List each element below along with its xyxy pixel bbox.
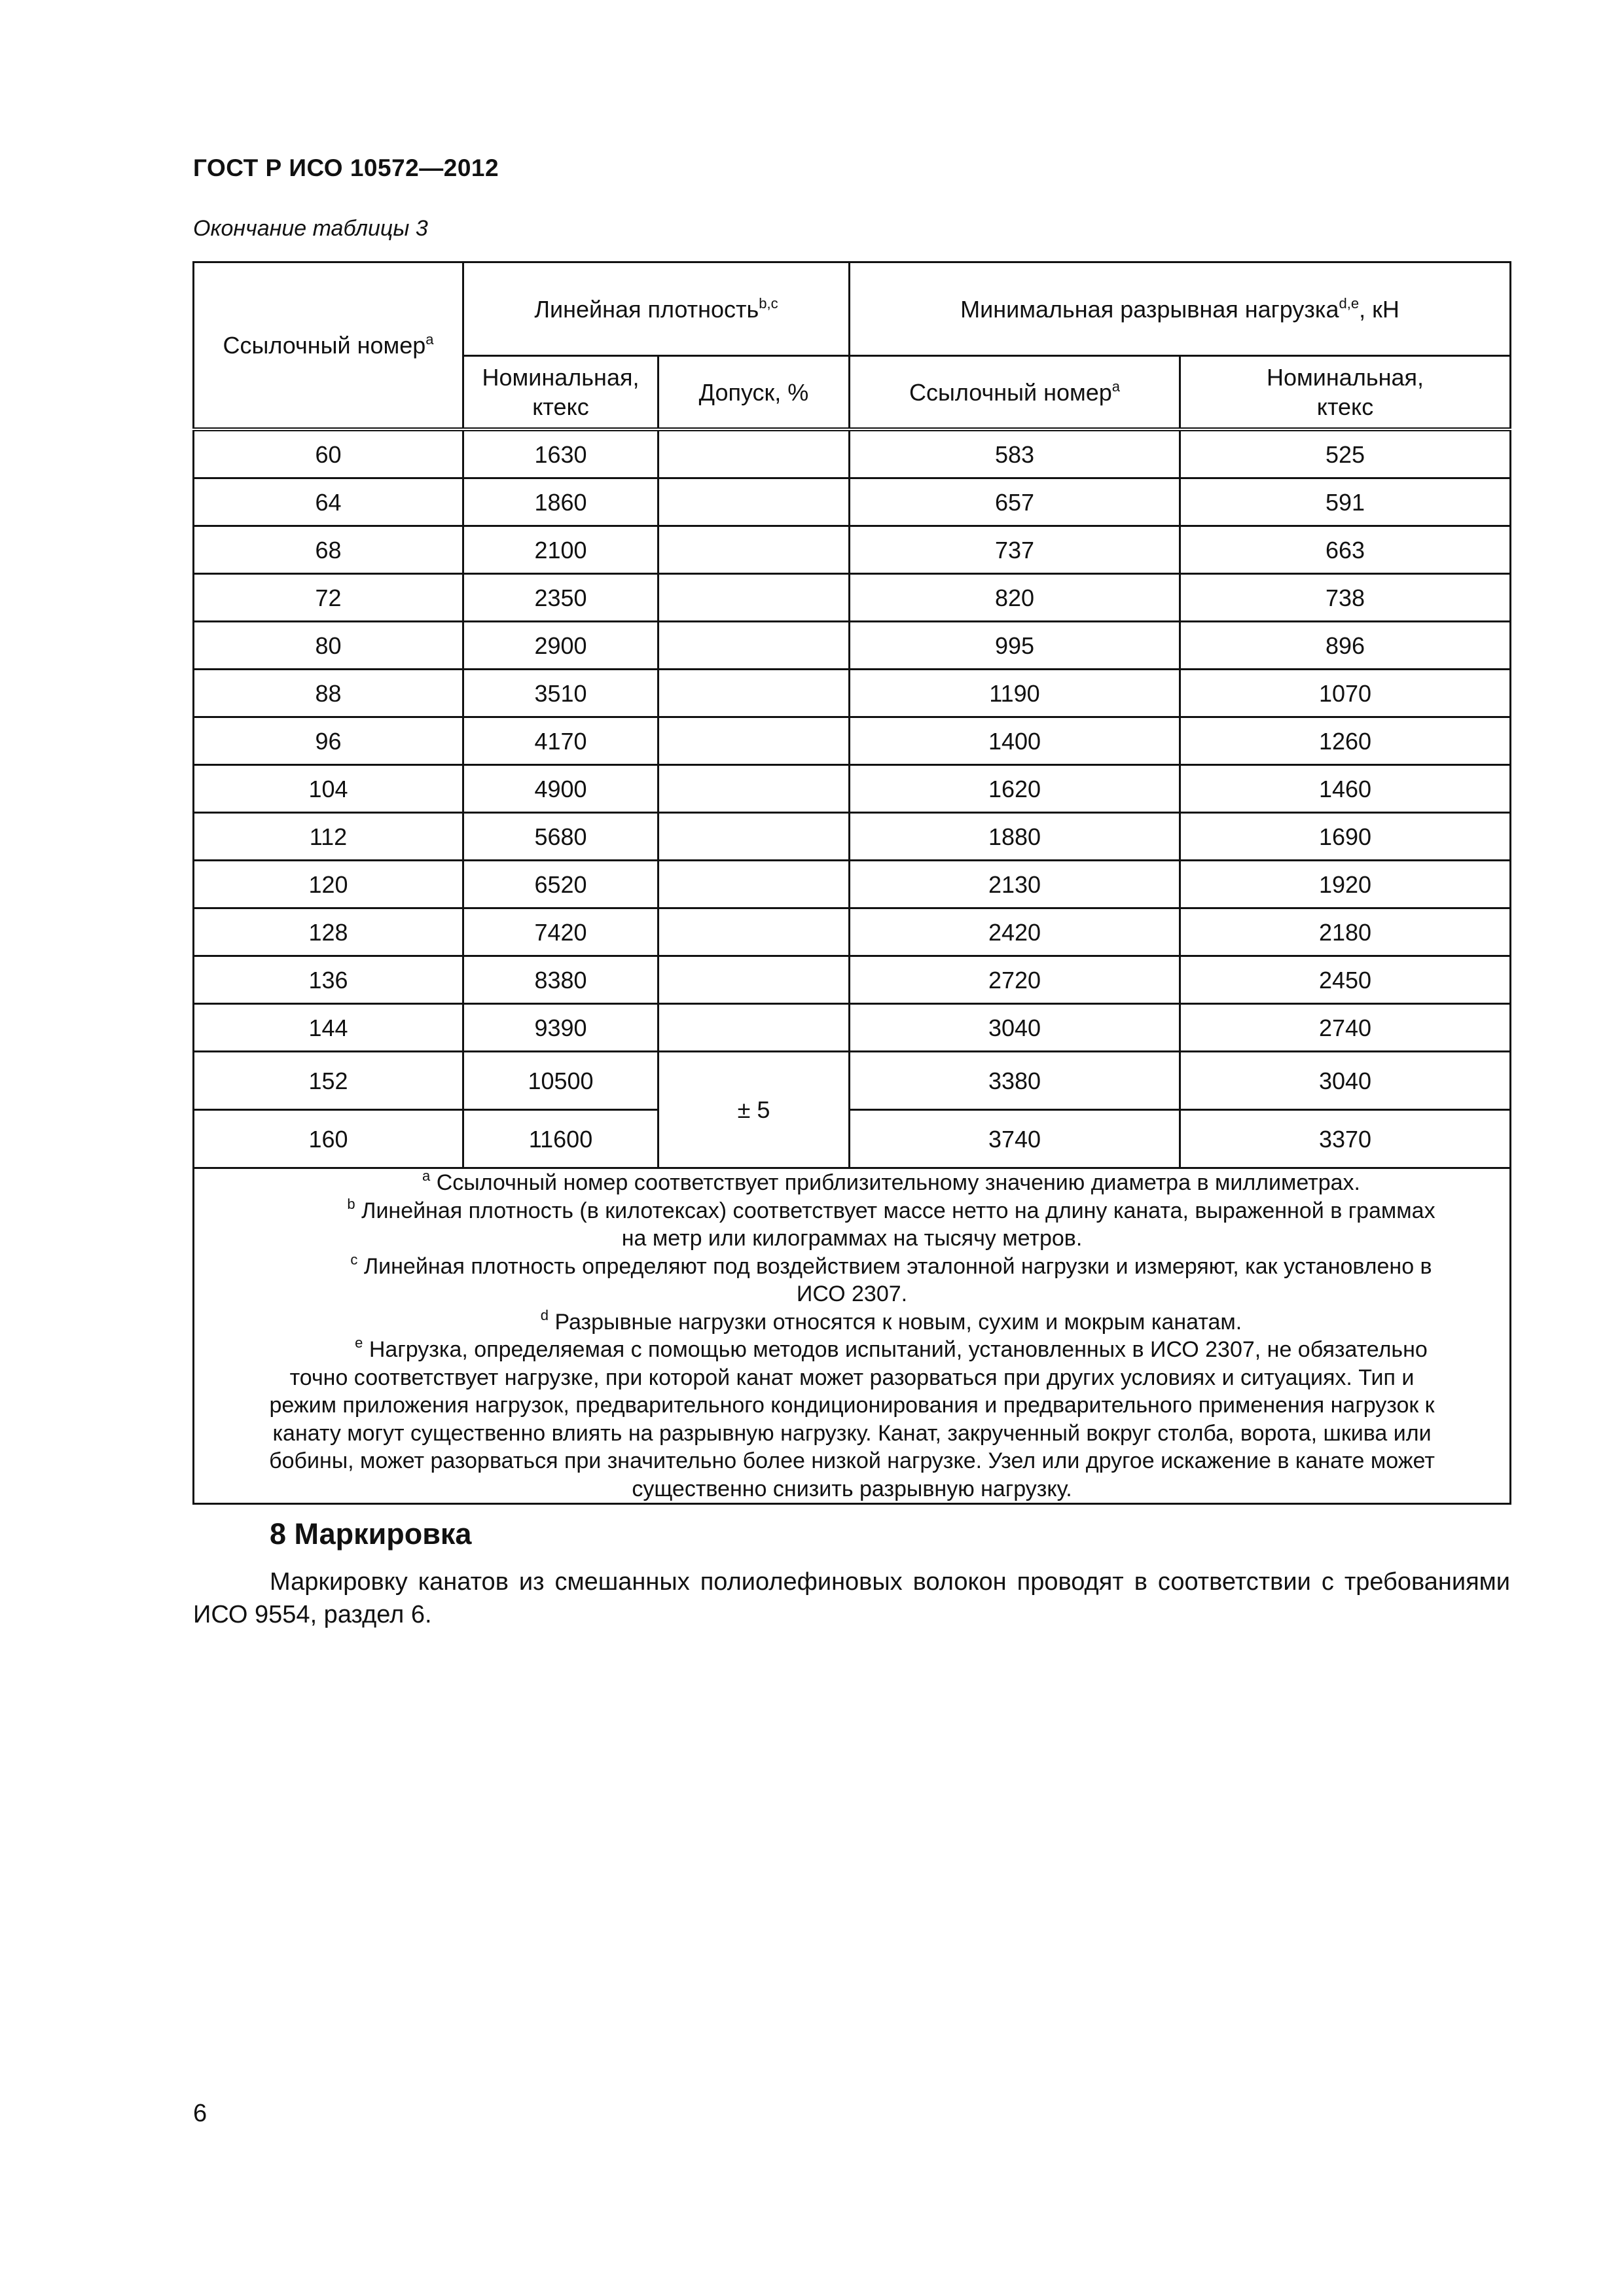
cell-ref-number: 112 (194, 813, 463, 861)
table-row (194, 1110, 1511, 1168)
cell-breaking-load-nominal: 896 (1180, 622, 1511, 670)
cell-breaking-load-nominal: 1920 (1180, 861, 1511, 908)
cell-breaking-load-ref: 1400 (850, 717, 1180, 765)
table-row (194, 861, 1511, 908)
cell-ref-number: 60 (194, 429, 463, 478)
cell-breaking-load-ref: 657 (850, 478, 1180, 526)
header-row-1 (194, 262, 1511, 356)
cell-tolerance: ± 5 (659, 1052, 850, 1168)
cell-nominal-ktex: 4900 (463, 765, 659, 813)
cell-tolerance-empty (659, 956, 850, 1004)
table-row (194, 717, 1511, 765)
table-row (194, 765, 1511, 813)
table-row (194, 429, 1511, 478)
table-row (194, 908, 1511, 956)
table-row (194, 1004, 1511, 1052)
cell-nominal-ktex: 2900 (463, 622, 659, 670)
table-caption: Окончание таблицы 3 (193, 216, 428, 241)
cell-breaking-load-ref: 995 (850, 622, 1180, 670)
cell-breaking-load-nominal: 1460 (1180, 765, 1511, 813)
cell-breaking-load-ref: 1190 (850, 670, 1180, 717)
cell-ref-number: 64 (194, 478, 463, 526)
cell-ref-number: 152 (194, 1052, 463, 1110)
cell-ref-number: 68 (194, 526, 463, 574)
cell-tolerance-empty (659, 813, 850, 861)
table-row (194, 1052, 1511, 1110)
cell-breaking-load-nominal: 1690 (1180, 813, 1511, 861)
note-e-cont-5: существенно снизить разрывную нагрузку. (632, 1476, 1072, 1501)
note-d: $^d$ Разрывные нагрузки относятся к новым, сухим и мокрым канатам. (540, 1306, 1242, 1335)
cell-nominal-ktex: 1860 (463, 478, 659, 526)
cell-nominal-ktex: 8380 (463, 956, 659, 1004)
table-row (194, 478, 1511, 526)
table-row (194, 956, 1511, 1004)
data-table (192, 261, 1511, 1505)
cell-ref-number: 160 (194, 1110, 463, 1168)
note-e: $^e$ Нагрузка, определяемая с помощью методов испытаний, установленных в ИСО 2307, не обязательно (355, 1335, 1428, 1362)
cell-nominal-ktex: 2350 (463, 574, 659, 622)
table-row (194, 670, 1511, 717)
table-row (194, 622, 1511, 670)
cell-breaking-load-ref: 820 (850, 574, 1180, 622)
cell-nominal-ktex: 3510 (463, 670, 659, 717)
cell-nominal-ktex: 5680 (463, 813, 659, 861)
header-linear-density: Линейная плотность$^{b,c}$ (463, 262, 850, 356)
cell-ref-number: 120 (194, 861, 463, 908)
cell-nominal-ktex: 10500 (463, 1052, 659, 1110)
cell-ref-number: 96 (194, 717, 463, 765)
subheader-ref-number: Ссылочный номер$^a$ (850, 356, 1180, 430)
cell-breaking-load-ref: 2420 (850, 908, 1180, 956)
note-e-cont-4: бобины, может разорваться при значительно более низкой нагрузке. Узел или другое искажение в канате может (269, 1448, 1435, 1473)
cell-breaking-load-ref: 1620 (850, 765, 1180, 813)
cell-breaking-load-ref: 2130 (850, 861, 1180, 908)
note-e-cont-1: точно соответствует нагрузке, при которой канат может разорваться при других условиях и ситуациях. Тип и (289, 1365, 1415, 1390)
cell-breaking-load-nominal: 3040 (1180, 1052, 1511, 1110)
cell-ref-number: 80 (194, 622, 463, 670)
cell-ref-number: 144 (194, 1004, 463, 1052)
cell-ref-number: 128 (194, 908, 463, 956)
table-notes (194, 1168, 1511, 1504)
table-body (194, 429, 1511, 1168)
cell-breaking-load-nominal: 2180 (1180, 908, 1511, 956)
cell-tolerance-empty (659, 908, 850, 956)
note-c-cont: ИСО 2307. (796, 1282, 908, 1306)
notes-row (194, 1168, 1511, 1504)
cell-tolerance-empty (659, 670, 850, 717)
cell-tolerance-empty (659, 861, 850, 908)
note-e-cont-3: канату могут существенно влиять на разрывную нагрузку. Канат, закрученный вокруг столба, ворота, шкива или (272, 1420, 1432, 1446)
cell-nominal-ktex: 9390 (463, 1004, 659, 1052)
cell-nominal-ktex: 2100 (463, 526, 659, 574)
note-b: $^b$ Линейная плотность (в килотексах) соответствует массе нетто на длину каната, выраженной в граммах (347, 1195, 1435, 1223)
cell-breaking-load-ref: 737 (850, 526, 1180, 574)
cell-ref-number: 88 (194, 670, 463, 717)
cell-nominal-ktex: 7420 (463, 908, 659, 956)
section-title: 8 Маркировка (270, 1517, 472, 1551)
table-row (194, 574, 1511, 622)
cell-breaking-load-nominal: 3370 (1180, 1110, 1511, 1168)
cell-tolerance-empty (659, 765, 850, 813)
note-e-cont-2: режим приложения нагрузок, предварительного кондиционирования и предварительного применения нагрузок к (269, 1393, 1435, 1418)
cell-nominal-ktex: 6520 (463, 861, 659, 908)
cell-tolerance-empty (659, 574, 850, 622)
note-a: $^a$ Ссылочный номер соответствует приблизительному значению диаметра в миллиметрах. (422, 1168, 1360, 1195)
subheader-nominal-ktex-2: Номинальная, ктекс (1180, 356, 1511, 430)
cell-breaking-load-ref: 3040 (850, 1004, 1180, 1052)
table-row (194, 526, 1511, 574)
header-min-breaking-load: Минимальная разрывная нагрузка$^{d,e}$, кН (850, 262, 1511, 356)
cell-nominal-ktex: 11600 (463, 1110, 659, 1168)
note-c: $^c$ Линейная плотность определяют под воздействием эталонной нагрузки и измеряют, как установлено в (350, 1251, 1432, 1279)
document-title: ГОСТ Р ИСО 10572—2012 (193, 154, 499, 181)
cell-tolerance-empty (659, 478, 850, 526)
cell-breaking-load-nominal: 591 (1180, 478, 1511, 526)
cell-breaking-load-nominal: 1070 (1180, 670, 1511, 717)
cell-tolerance-empty (659, 717, 850, 765)
cell-nominal-ktex: 1630 (463, 429, 659, 478)
cell-ref-number: 104 (194, 765, 463, 813)
note-b-cont: на метр или килограммах на тысячу метров. (621, 1226, 1083, 1251)
page-number: 6 (193, 2100, 208, 2127)
header-ref-number: Ссылочный номер$^a$ (194, 262, 463, 430)
subheader-nominal-ktex: Номинальная, ктекс (463, 356, 659, 430)
cell-nominal-ktex: 4170 (463, 717, 659, 765)
table-row (194, 813, 1511, 861)
subheader-tolerance: Допуск, % (659, 356, 850, 430)
cell-breaking-load-nominal: 2450 (1180, 956, 1511, 1004)
cell-breaking-load-ref: 1880 (850, 813, 1180, 861)
cell-ref-number: 136 (194, 956, 463, 1004)
cell-breaking-load-ref: 583 (850, 429, 1180, 478)
cell-breaking-load-nominal: 738 (1180, 574, 1511, 622)
cell-tolerance-empty (659, 526, 850, 574)
cell-breaking-load-ref: 3740 (850, 1110, 1180, 1168)
cell-ref-number: 72 (194, 574, 463, 622)
cell-tolerance-empty (659, 429, 850, 478)
cell-tolerance-empty (659, 1004, 850, 1052)
table-container (192, 261, 1509, 1505)
cell-breaking-load-nominal: 663 (1180, 526, 1511, 574)
cell-breaking-load-ref: 2720 (850, 956, 1180, 1004)
cell-breaking-load-nominal: 2740 (1180, 1004, 1511, 1052)
section-body: Маркировку канатов из смешанных полиолефиновых волокон проводят в соответствии с требованиями ИСО 9554, раздел 6. (193, 1568, 1510, 1628)
cell-breaking-load-nominal: 1260 (1180, 717, 1511, 765)
cell-breaking-load-nominal: 525 (1180, 429, 1511, 478)
cell-tolerance-empty (659, 622, 850, 670)
cell-breaking-load-ref: 3380 (850, 1052, 1180, 1110)
